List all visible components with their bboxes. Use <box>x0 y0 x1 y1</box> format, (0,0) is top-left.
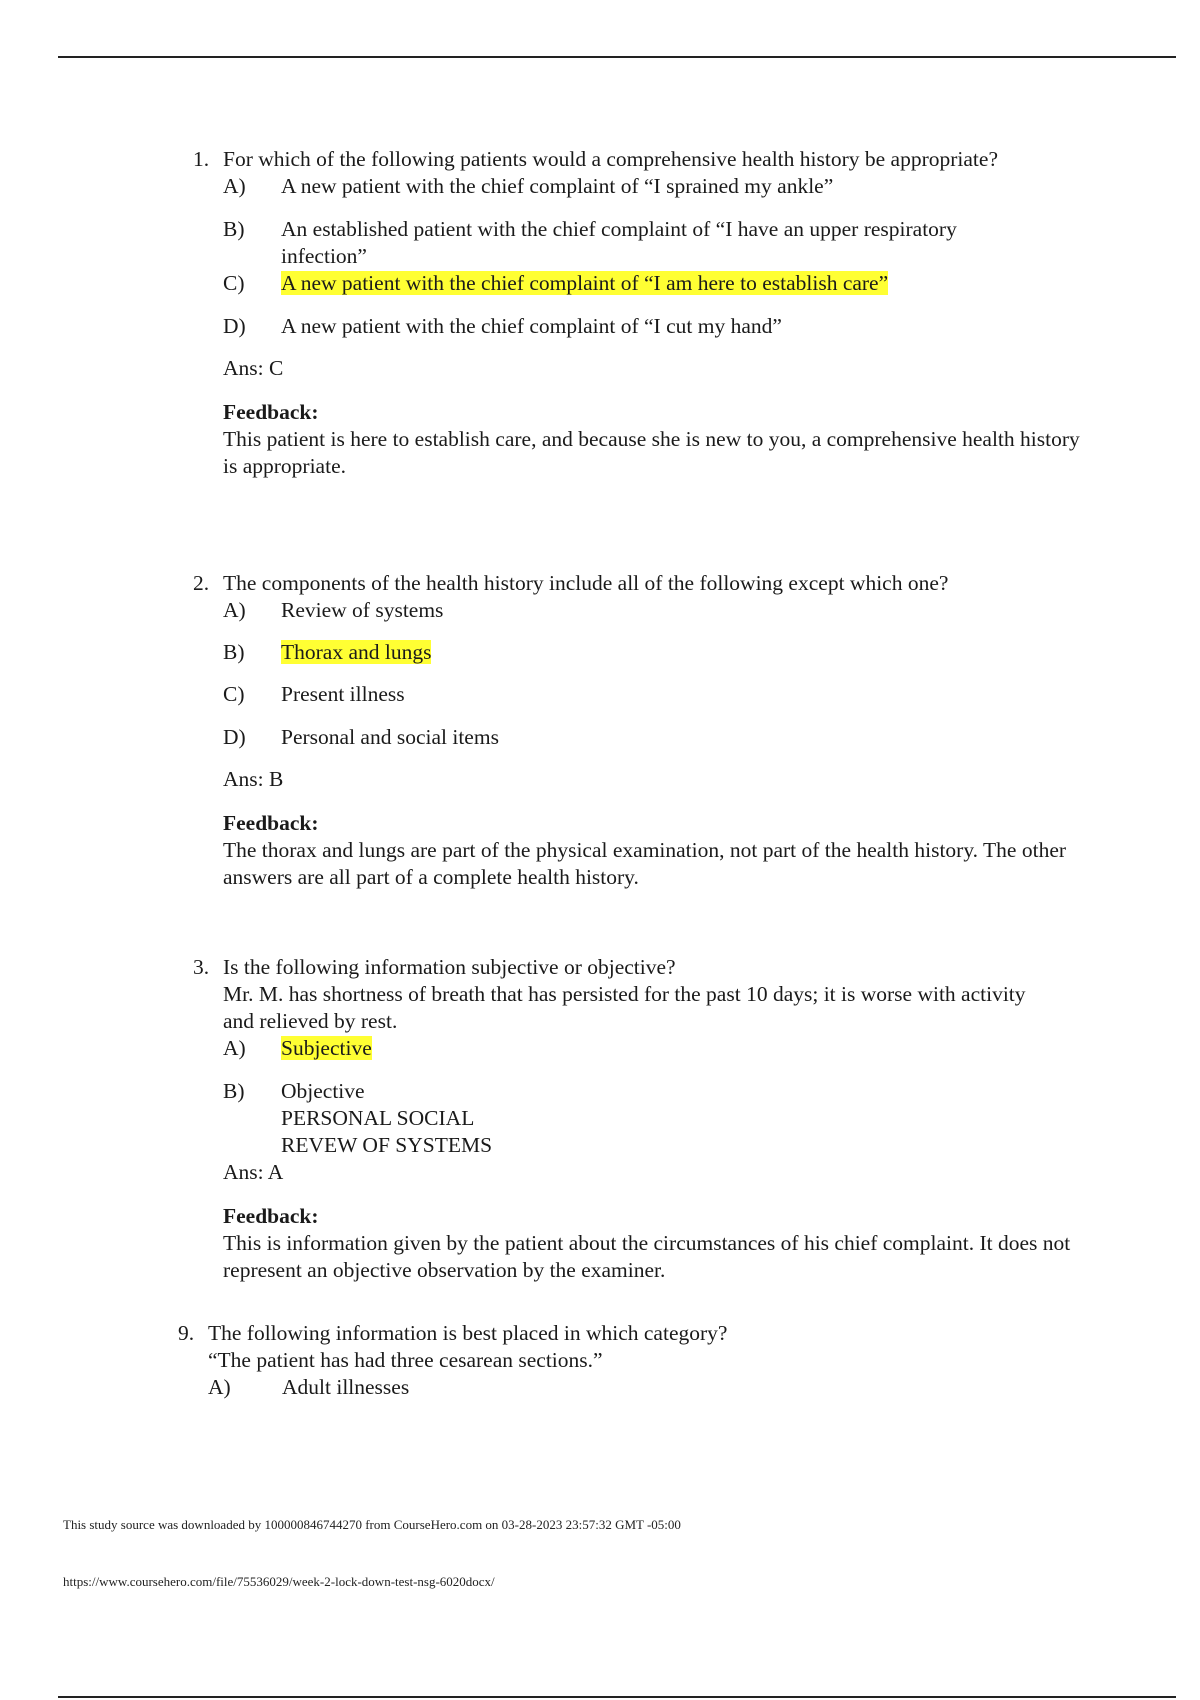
question-9 <box>178 1320 1042 1401</box>
option-d: D) A new patient with the chief complaint of “I cut my hand” <box>223 314 782 338</box>
question-number: 2. <box>193 571 210 595</box>
feedback-title: Feedback: <box>223 1204 319 1228</box>
question-1 <box>193 146 1083 480</box>
feedback-text: The thorax and lungs are part of the physical examination, not part of the health history. The other answers are all part of a complete health history. <box>223 838 1067 889</box>
option-d: D) Personal and social items <box>223 725 499 749</box>
question-number: 1. <box>193 147 210 171</box>
option-a: A) Adult illnesses <box>208 1375 410 1399</box>
note-line: REVEW OF SYSTEMS <box>281 1133 493 1157</box>
option-b: B) An established patient with the chief complaint of “I have an upper respiratory infection” <box>223 217 957 268</box>
option-c: C) A new patient with the chief complaint of “I am here to establish care” <box>223 271 889 295</box>
option-a: A) Review of systems <box>223 598 444 622</box>
source-url: https://www.coursehero.com/file/75536029/week-2-lock-down-test-nsg-6020docx/ <box>63 1574 495 1589</box>
question-2 <box>193 570 1083 891</box>
download-notice: This study source was downloaded by 100000846744270 from CourseHero.com on 03-28-2023 23:57:32 GMT -05:00 <box>63 1517 681 1532</box>
question-subtext: “The patient has had three cesarean sections.” <box>208 1348 603 1372</box>
option-b: B) Thorax and lungs <box>223 640 432 664</box>
highlighted-answer: Subjective <box>281 1036 372 1060</box>
highlighted-answer: Thorax and lungs <box>281 640 432 664</box>
option-c: C) Present illness <box>223 682 405 706</box>
question-text: The following information is best placed in which category? <box>208 1321 728 1345</box>
option-a: A) Subjective <box>223 1036 372 1060</box>
question-text: Is the following information subjective or objective? <box>223 955 676 979</box>
feedback-title: Feedback: <box>223 400 319 424</box>
answer: Ans: A <box>223 1160 284 1184</box>
answer: Ans: B <box>223 767 284 791</box>
feedback-text: This is information given by the patient about the circumstances of his chief complaint. It does not represent an objective observation by the examiner. <box>223 1231 1071 1282</box>
option-a: A) A new patient with the chief complaint of “I sprained my ankle” <box>223 174 834 198</box>
note-line: PERSONAL SOCIAL <box>281 1106 475 1130</box>
question-subtext: Mr. M. has shortness of breath that has persisted for the past 10 days; it is worse with activity and relieved by rest. <box>223 982 1026 1033</box>
feedback-text: This patient is here to establish care, and because she is new to you, a comprehensive health history is appropriate. <box>223 427 1080 478</box>
option-b: B) Objective PERSONAL SOCIAL REVEW OF SYSTEMS <box>223 1078 1083 1159</box>
question-number: 9. <box>178 1321 195 1345</box>
feedback-title: Feedback: <box>223 811 319 835</box>
top-rule <box>58 56 1176 58</box>
answer: Ans: C <box>223 356 284 380</box>
question-text: For which of the following patients would a comprehensive health history be appropriate? <box>223 147 998 171</box>
bottom-rule <box>58 1696 1176 1698</box>
highlighted-answer: A new patient with the chief complaint of “I am here to establish care” <box>281 271 889 295</box>
question-text: The components of the health history include all of the following except which one? <box>223 571 949 595</box>
question-3 <box>193 954 1083 1284</box>
question-number: 3. <box>193 955 210 979</box>
